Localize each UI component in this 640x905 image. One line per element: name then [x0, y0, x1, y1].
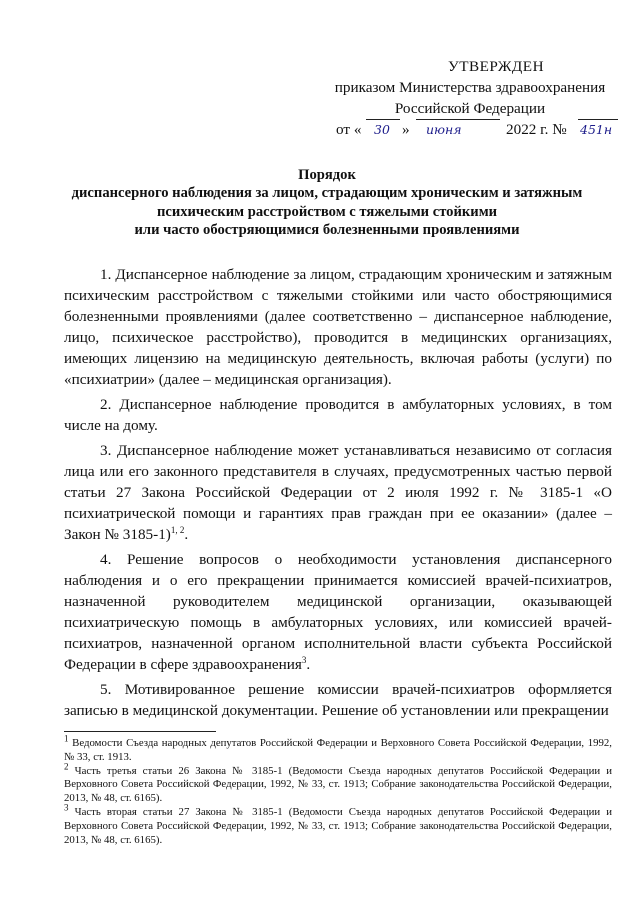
approval-block [322, 56, 618, 141]
handwritten-month: июня [426, 122, 462, 137]
footnote-text: Часть третья статьи 26 Закона № 3185-1 (Ведомости Съезда народных депутатов Российской Федерации и Верховного Совета Российской Федерации, 1992, № 33, ст. 1913; Собрание законодательства Российской Федерации, 2013, № 48, ст. 6165). [64, 764, 612, 805]
document-heading [40, 166, 614, 239]
handwritten-number: 451н [580, 122, 613, 137]
footnote-text: Ведомости Съезда народных депутатов Российской Федерации и Верховного Совета Российской Федерации, 1992, № 33, ст. 1913. [64, 737, 612, 763]
footnote-ref-3: 3 [301, 654, 307, 665]
date-quote-close: » [402, 121, 410, 138]
footnote-2 [64, 761, 612, 806]
approval-order-line: приказом Министерства здравоохранения [334, 79, 606, 96]
approval-federation-line: Российской Федерации [394, 100, 546, 117]
heading-line-3: психическим расстройством с тяжелыми стойкими [156, 203, 498, 220]
year-number-label: 2022 г. № [506, 121, 567, 138]
heading-line-4: или часто обостряющимися болезненными проявлениями [134, 221, 520, 238]
paragraph-3-text: 3. Диспансерное наблюдение может устанавливаться независимо от согласия лица или его законного представителя в случаях, предусмотренных частью первой статьи 27 Закона Российской Федерации от 2 июля 1992 г. № 3185-1 «О психиатрической помощи и гарантиях прав граждан при ее оказании» (далее – Закон № 3185-1) [64, 442, 612, 543]
footnote-text: Часть вторая статьи 27 Закона № 3185-1 (Ведомости Съезда народных депутатов Российской Федерации и Верховного Совета Российской Федерации, 1992, № 33, ст. 1913; Собрание законодательства Российской Федерации, 2013, № 48, ст. 6165). [64, 805, 613, 846]
footnote-mark: 2 [64, 761, 69, 771]
paragraph-4-end: . [306, 656, 311, 673]
handwritten-day: 30 [374, 122, 390, 137]
paragraph-1: 1. Диспансерное наблюдение за лицом, страдающим хроническим и затяжным психическим расстройством с тяжелыми стойкими или часто обостряющимися болезненными проявлениями (далее соответственно – диспансерное наблюдение, лицо, психическое расстройство), проводится в медицинских организациях, имеющих лицензию на медицинскую деятельность, включая работы (услуги) по «психиатрии» (далее – медицинская организация). [64, 266, 612, 388]
approval-date-number-row [322, 119, 618, 141]
footnote-mark: 1 [64, 733, 69, 744]
footnote-1 [64, 733, 612, 765]
footnote-divider [64, 731, 216, 732]
date-from-label: от « [336, 121, 362, 138]
heading-line-2: диспансерного наблюдения за лицом, страдающим хроническим и затяжным [71, 185, 583, 202]
footnote-ref-1-2: 1, 2 [170, 524, 185, 535]
footnote-mark: 3 [64, 802, 69, 813]
paragraph-4-text: 4. Решение вопросов о необходимости установления диспансерного наблюдения и о его прекращении принимается комиссией врачей-психиатров, назначенной руководителем медицинской организации, оказывающей психиатрическую помощь в амбулаторных условиях, или комиссией врачей-психиатров, назначенной органом исполнительной власти субъекта Российской Федерации в сфере здравоохранения [64, 551, 612, 673]
paragraph-4 [64, 549, 612, 675]
approval-title: УТВЕРЖДЕН [447, 58, 545, 75]
document-body [64, 264, 612, 725]
heading-line-1: Порядок [298, 167, 356, 183]
paragraph-3-end: . [184, 526, 189, 543]
paragraph-2: 2. Диспансерное наблюдение проводится в амбулаторных условиях, в том числе на дому. [64, 396, 612, 434]
footnotes [64, 733, 613, 847]
paragraph-5: 5. Мотивированное решение комиссии врачей-психиатров оформляется записью в медицинской документации. Решение об установлении или прекращении [64, 681, 612, 719]
footnote-3 [64, 802, 613, 847]
paragraph-3 [64, 440, 612, 545]
